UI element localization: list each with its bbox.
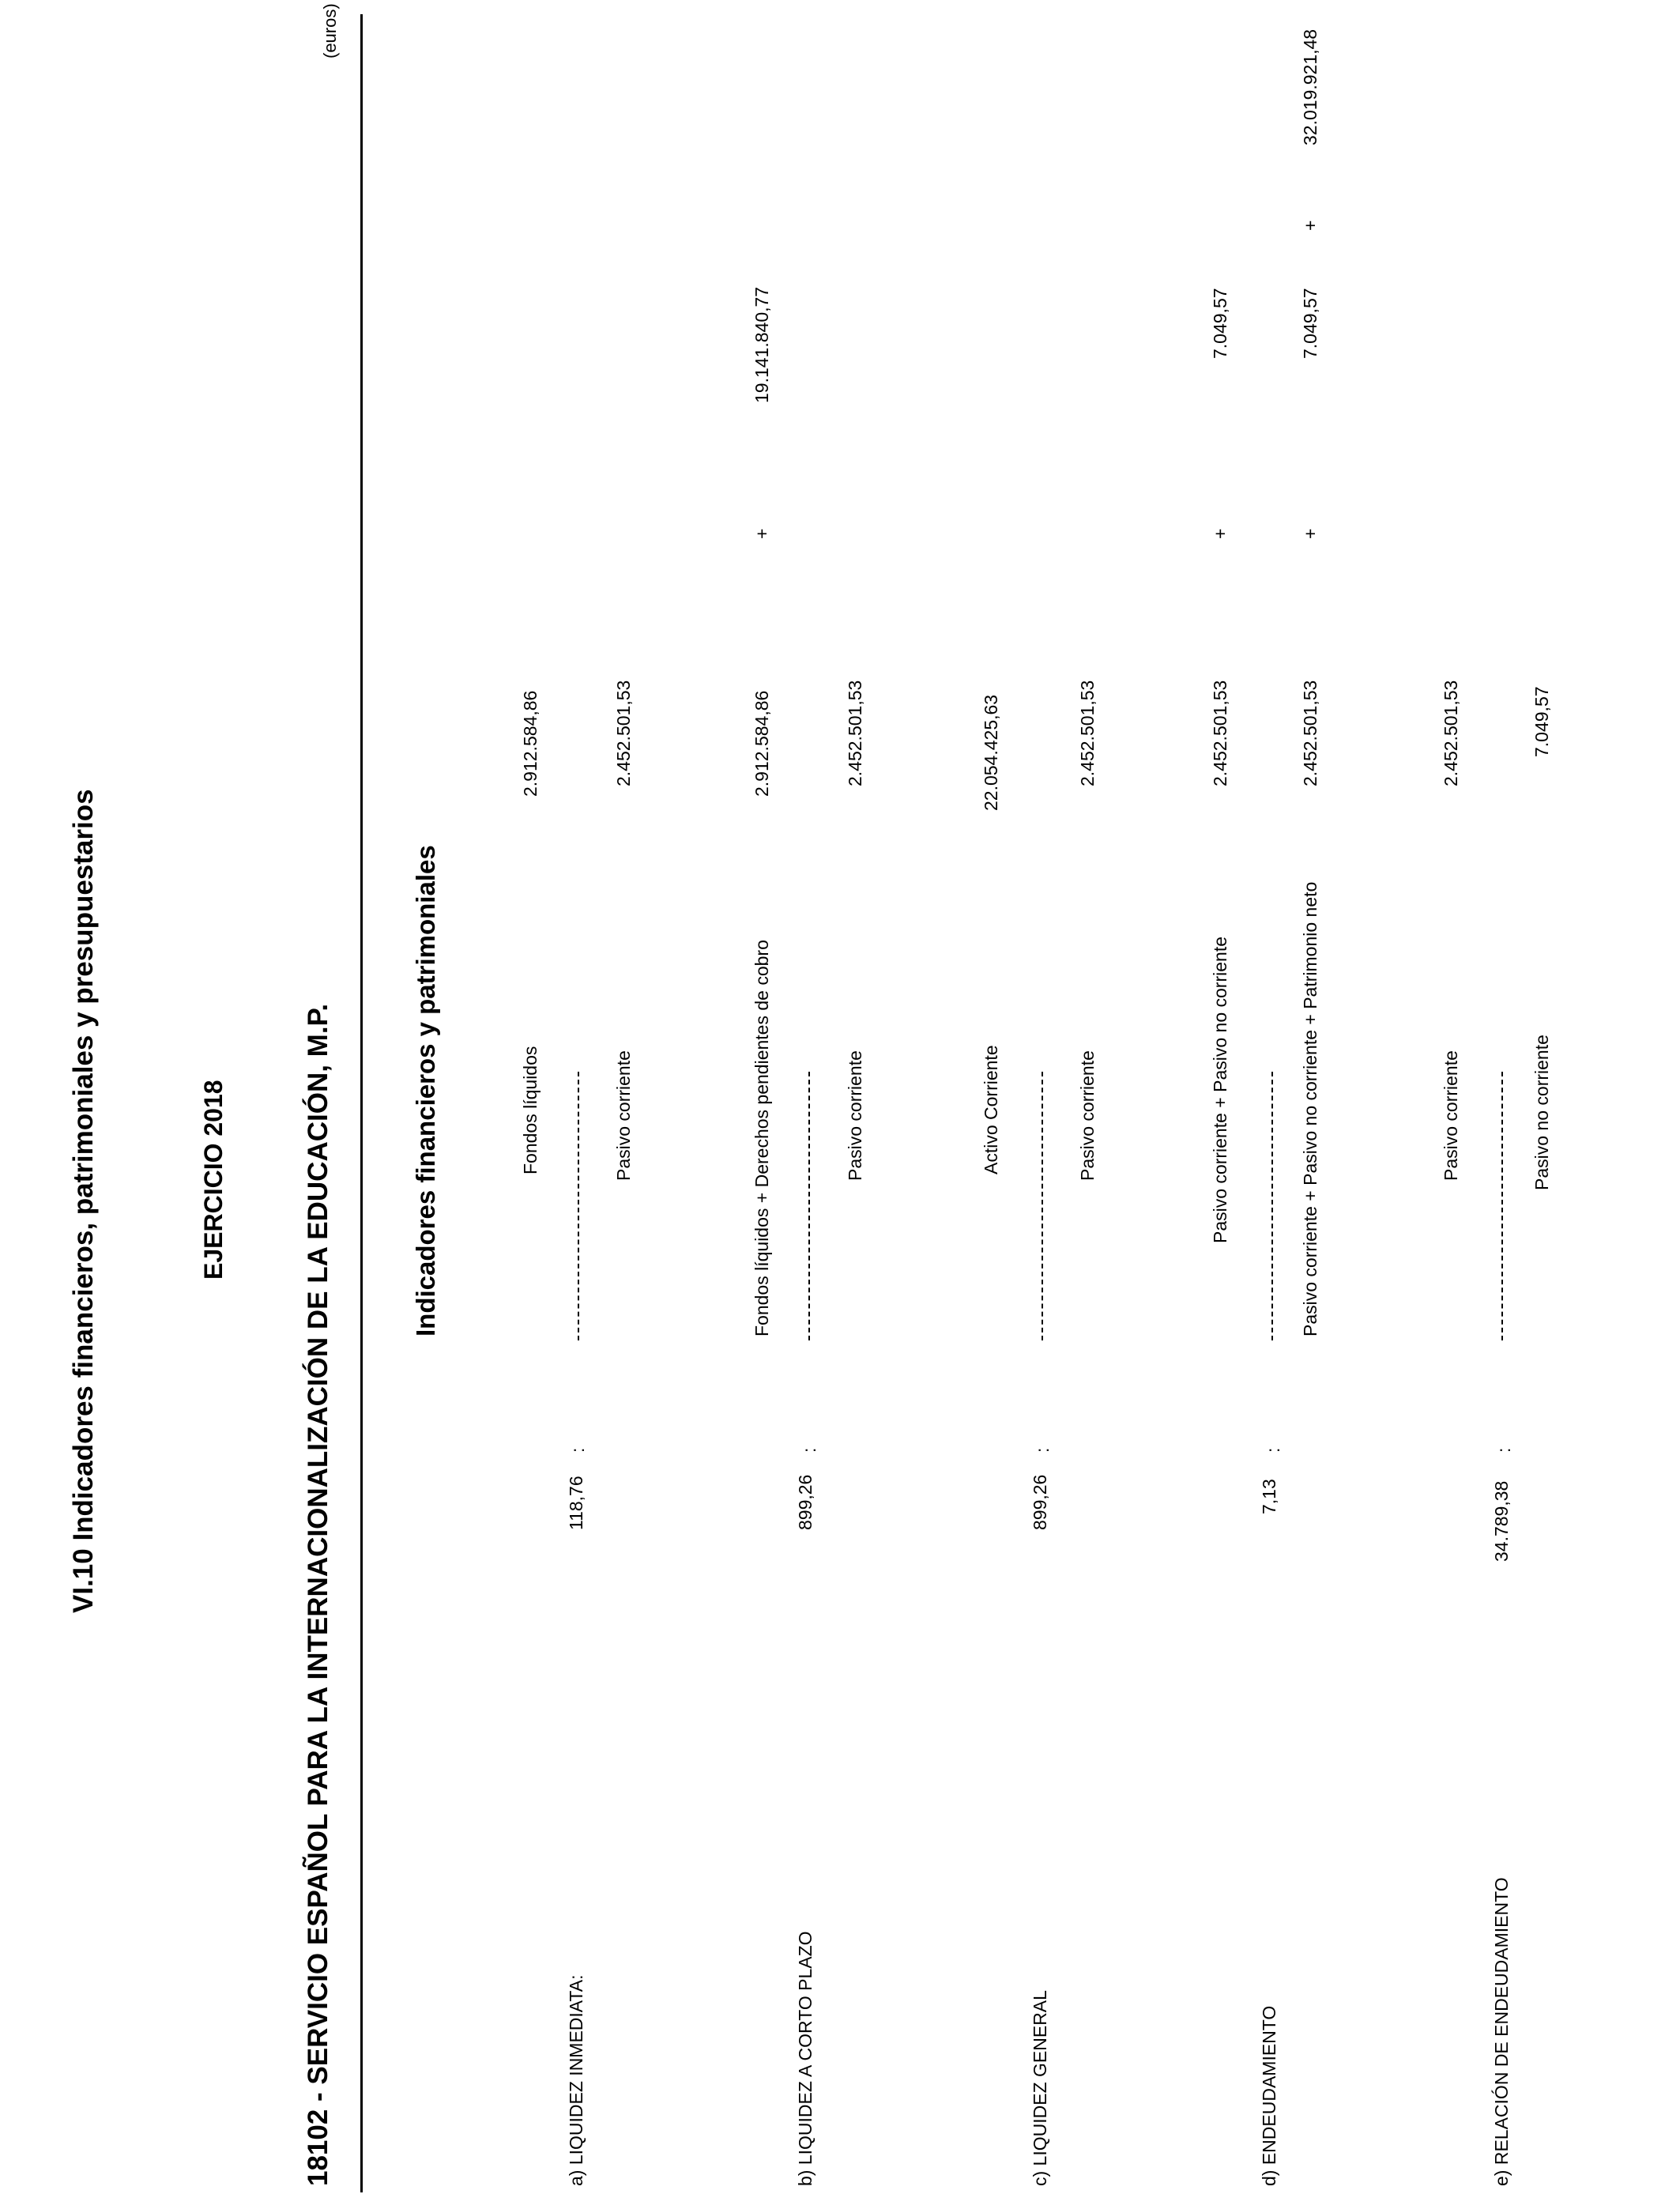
indicator-colon-e: : — [1494, 1447, 1514, 1453]
indicator-colon-b: : — [799, 1447, 819, 1453]
numerator-formula-a: Fondos líquidos — [520, 1046, 541, 1174]
numerator-value-d-2: 7.049,57 — [1210, 288, 1230, 359]
numerator-value-e-1: 2.452.501,53 — [1441, 680, 1461, 786]
indicator-colon-a: : — [567, 1447, 588, 1453]
indicator-result-e: 34.789,38 — [1491, 1480, 1512, 1562]
indicator-label-b: b) LIQUIDEZ A CORTO PLAZO — [795, 1931, 816, 2186]
fraction-line-e — [1501, 1072, 1503, 1340]
numerator-formula-e: Pasivo corriente — [1441, 1050, 1461, 1181]
denominator-value-d-2: 7.049,57 — [1300, 288, 1320, 359]
denominator-value-b-1: 2.452.501,53 — [845, 680, 865, 786]
indicator-label-a: a) LIQUIDEZ INMEDIATA: — [566, 1974, 586, 2186]
denominator-value-e-1: 7.049,57 — [1531, 686, 1552, 757]
numerator-formula-b: Fondos líquidos + Derechos pendientes de cobro — [751, 940, 772, 1336]
numerator-plus-d: + — [1210, 528, 1230, 539]
denominator-value-d-3: 32.019.921,48 — [1300, 28, 1320, 145]
denominator-value-a-1: 2.452.501,53 — [613, 680, 634, 786]
denominator-plus-d-1: + — [1300, 528, 1320, 539]
indicator-result-c: 899,26 — [1030, 1474, 1050, 1530]
numerator-value-a-1: 2.912.584,86 — [520, 690, 541, 797]
indicator-label-c: c) LIQUIDEZ GENERAL — [1030, 1990, 1050, 2186]
indicator-label-d: d) ENDEUDAMIENTO — [1259, 2005, 1279, 2186]
indicator-colon-c: : — [1032, 1447, 1053, 1453]
denominator-formula-a: Pasivo corriente — [613, 1050, 634, 1181]
section-title: Indicadores financieros y patrimoniales — [411, 845, 440, 1336]
numerator-value-c-1: 22.054.425,63 — [981, 694, 1001, 811]
numerator-value-b-1: 2.912.584,86 — [751, 690, 772, 797]
fraction-line-a — [578, 1072, 579, 1340]
exercise-year: EJERCICIO 2018 — [199, 1080, 228, 1280]
numerator-value-b-2: 19.141.840,77 — [751, 286, 772, 403]
denominator-formula-c: Pasivo corriente — [1077, 1050, 1098, 1181]
denominator-plus-d-2: + — [1300, 220, 1320, 231]
numerator-formula-c: Activo Corriente — [981, 1045, 1001, 1174]
denominator-formula-d: Pasivo corriente + Pasivo no corriente + Patrimonio neto — [1300, 881, 1320, 1336]
denominator-formula-b: Pasivo corriente — [845, 1050, 865, 1181]
denominator-value-d-1: 2.452.501,53 — [1300, 680, 1320, 786]
numerator-formula-d: Pasivo corriente + Pasivo no corriente — [1210, 936, 1230, 1243]
fraction-line-d — [1271, 1072, 1273, 1340]
denominator-formula-e: Pasivo no corriente — [1531, 1035, 1552, 1190]
header-divider — [360, 14, 363, 2192]
indicator-result-a: 118,76 — [566, 1476, 586, 1530]
indicator-colon-d: : — [1263, 1447, 1283, 1453]
indicator-result-b: 899,26 — [795, 1474, 816, 1530]
indicator-label-e: e) RELACIÓN DE ENDEUDAMIENTO — [1491, 1877, 1512, 2186]
denominator-value-c-1: 2.452.501,53 — [1077, 680, 1098, 786]
numerator-value-d-1: 2.452.501,53 — [1210, 680, 1230, 786]
fraction-line-b — [808, 1072, 810, 1340]
indicator-result-d: 7,13 — [1259, 1479, 1279, 1514]
numerator-plus-b: + — [751, 528, 772, 539]
fraction-line-c — [1042, 1072, 1043, 1340]
report-title: VI.10 Indicadores financieros, patrimoniales y presupuestarios — [68, 789, 99, 1613]
currency-unit: (euros) — [320, 3, 340, 58]
entity-name: 18102 - SERVICIO ESPAÑOL PARA LA INTERNACIONALIZACIÓN DE LA EDUCACIÓN, M.P. — [303, 1003, 333, 2186]
